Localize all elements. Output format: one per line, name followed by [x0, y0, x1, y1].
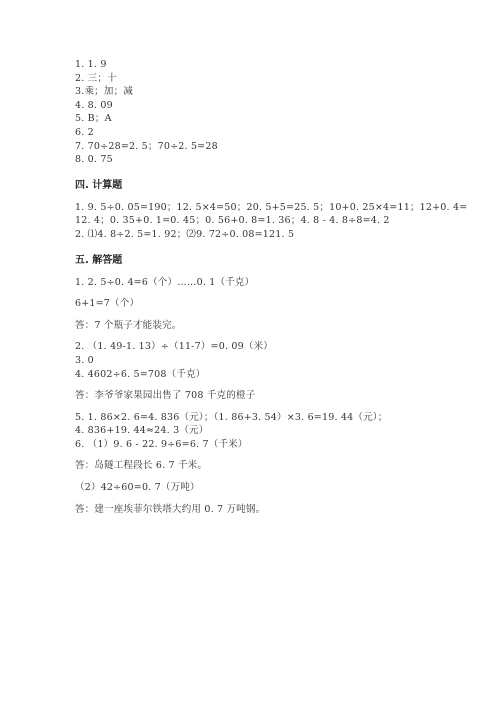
answer-4: 4. 8. 09 [75, 99, 113, 111]
solution-6-part-1: 6. （1）9. 6 - 22. 9÷6=6. 7（千米） [75, 438, 248, 450]
calc-line-1: 1. 9. 5÷0. 05=190；12. 5×4=50；20. 5+5=25. 5；10+0. 25×4=11；12+0. 4= [75, 201, 468, 213]
solution-1: 1. 2. 5÷0. 4=6（个）……0. 1（千克） [75, 276, 255, 288]
answer-8: 8. 0. 75 [75, 154, 113, 166]
solution-6-part-2-answer: 答：建一座埃菲尔铁塔大约用 0. 7 万吨钢。 [75, 503, 266, 515]
answer-3: 3.乘；加；减 [75, 86, 133, 98]
answer-6: 6. 2 [75, 126, 94, 138]
calc-line-3: 2. ⑴4. 8÷2. 5=1. 92；⑵9. 72÷0. 08=121. 5 [75, 228, 295, 240]
solution-4: 4. 4602÷6. 5=708（千克） [75, 368, 206, 380]
solution-5-cont: 4. 836+19. 44≈24. 3（元） [75, 425, 209, 437]
solution-6-part-1-answer: 答：岛隧工程段长 6. 7 千米。 [75, 460, 208, 472]
solution-1-answer: 答：7 个瓶子才能装完。 [75, 319, 182, 331]
solution-6-part-2: （2）42÷60=0. 7（万吨） [75, 482, 200, 494]
answer-1: 1. 1. 9 [75, 59, 107, 70]
answer-sheet [75, 58, 468, 516]
section-4-heading: 四. 计算题 [75, 179, 123, 191]
solution-5: 5. 1. 86×2. 6=4. 836（元）；（1. 86+3. 54）×3. 6=19. 44（元）； [75, 411, 388, 423]
answer-7: 7. 70÷28=2. 5；70÷2. 5=28 [75, 140, 218, 152]
answer-list [75, 58, 435, 167]
section-5-heading: 五. 解答题 [75, 254, 123, 266]
solution-2: 2. （1. 49-1. 13）÷（11-7）=0. 09（米） [75, 341, 273, 353]
answer-5: 5. B；A [75, 113, 112, 125]
solution-4-answer: 答：李爷爷家果园出售了 708 千克的橙子 [75, 390, 256, 402]
calc-line-2: 12. 4；0. 35+0. 1=0. 45；0. 56+0. 8=1. 36；4. 8 - 4. 8÷8=4. 2 [75, 215, 390, 227]
solution-3: 3. 0 [75, 354, 94, 366]
solution-1-step: 6+1=7（个） [75, 298, 140, 310]
answer-2: 2. 三；十 [75, 72, 117, 84]
